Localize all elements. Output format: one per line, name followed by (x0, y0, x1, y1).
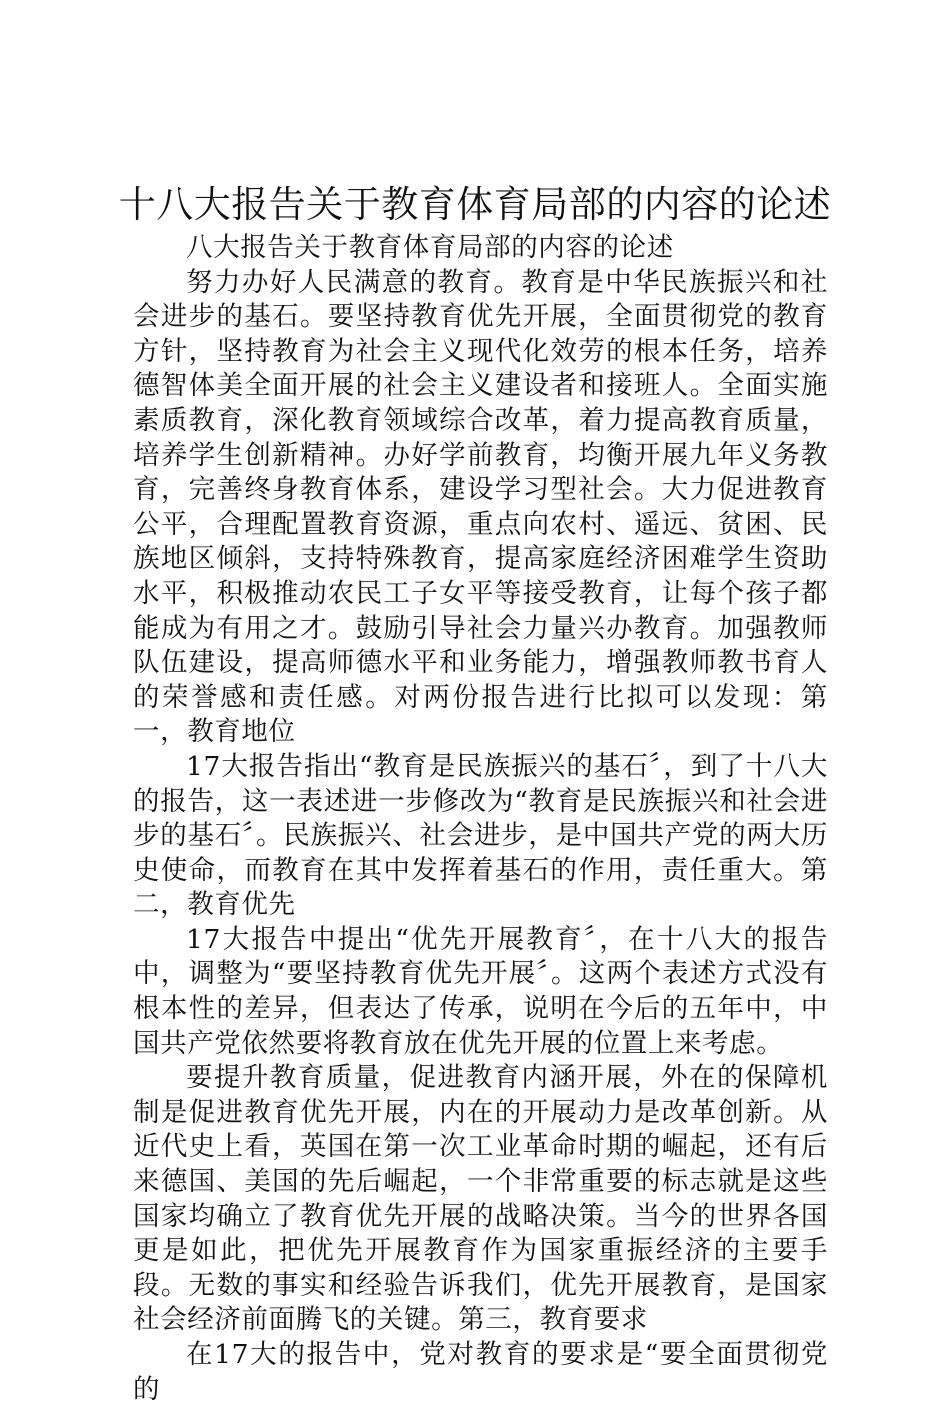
paragraph-education-quality: 要提升教育质量，促进教育内涵开展，外在的保障机制是促进教育优先开展，内在的开展动力是改革创新。从近代史上看，英国在第一次工业革命时期的崛起，还有后来德国、美国的先后崛起，一个非常重要的标志就是这些国家均确立了教育优先开展的战略决策。当今的世界各国更是如此，把优先开展教育作为国家重振经济的主要手段。无数的事实和经验告诉我们，优先开展教育，是国家社会经济前面腾飞的关键。第三，教育要求 (133, 1062, 828, 1336)
paragraph-education-priority: 17大报告中提出“优先开展教育〞，在十八大的报告中，调整为“要坚持教育优先开展〞。这两个表述方式没有根本性的差异，但表达了传承，说明在今后的五年中，中国共产党依然要将教育放在优先开展的位置上来考虑。 (133, 923, 828, 1059)
paragraph-subtitle: 八大报告关于教育体育局部的内容的论述 (186, 232, 674, 263)
document-body (133, 231, 828, 1407)
paragraph-education-status: 17大报告指出“教育是民族振兴的基石〞，到了十八大的报告，这一表述进一步修改为“教育是民族振兴和社会进步的基石〞。民族振兴、社会进步，是中国共产党的两大历史使命，而教育在其中发挥着基石的作用，责任重大。第二，教育优先 (133, 750, 828, 921)
document-title: 十八大报告关于教育体育局部的内容的论述 (118, 183, 832, 226)
paragraph-education-requirements: 在17大的报告中，党对教育的要求是“要全面贯彻党的 (133, 1339, 828, 1405)
paragraph-intro: 努力办好人民满意的教育。教育是中华民族振兴和社会进步的基石。要坚持教育优先开展，全面贯彻党的教育方针，坚持教育为社会主义现代化效劳的根本任务，培养德智体美全面开展的社会主义建设者和接班人。全面实施素质教育，深化教育领域综合改革，着力提高教育质量，培养学生创新精神。办好学前教育，均衡开展九年义务教育，完善终身教育体系，建设学习型社会。大力促进教育公平，合理配置教育资源，重点向农村、遥远、贫困、民族地区倾斜，支持特殊教育，提高家庭经济困难学生资助水平，积极推动农民工子女平等接受教育，让每个孩子都能成为有用之才。鼓励引导社会力量兴办教育。加强教师队伍建设，提高师德水平和业务能力，增强教师教书育人的荣誉感和责任感。对两份报告进行比拟可以发现：第一，教育地位 (133, 266, 828, 748)
